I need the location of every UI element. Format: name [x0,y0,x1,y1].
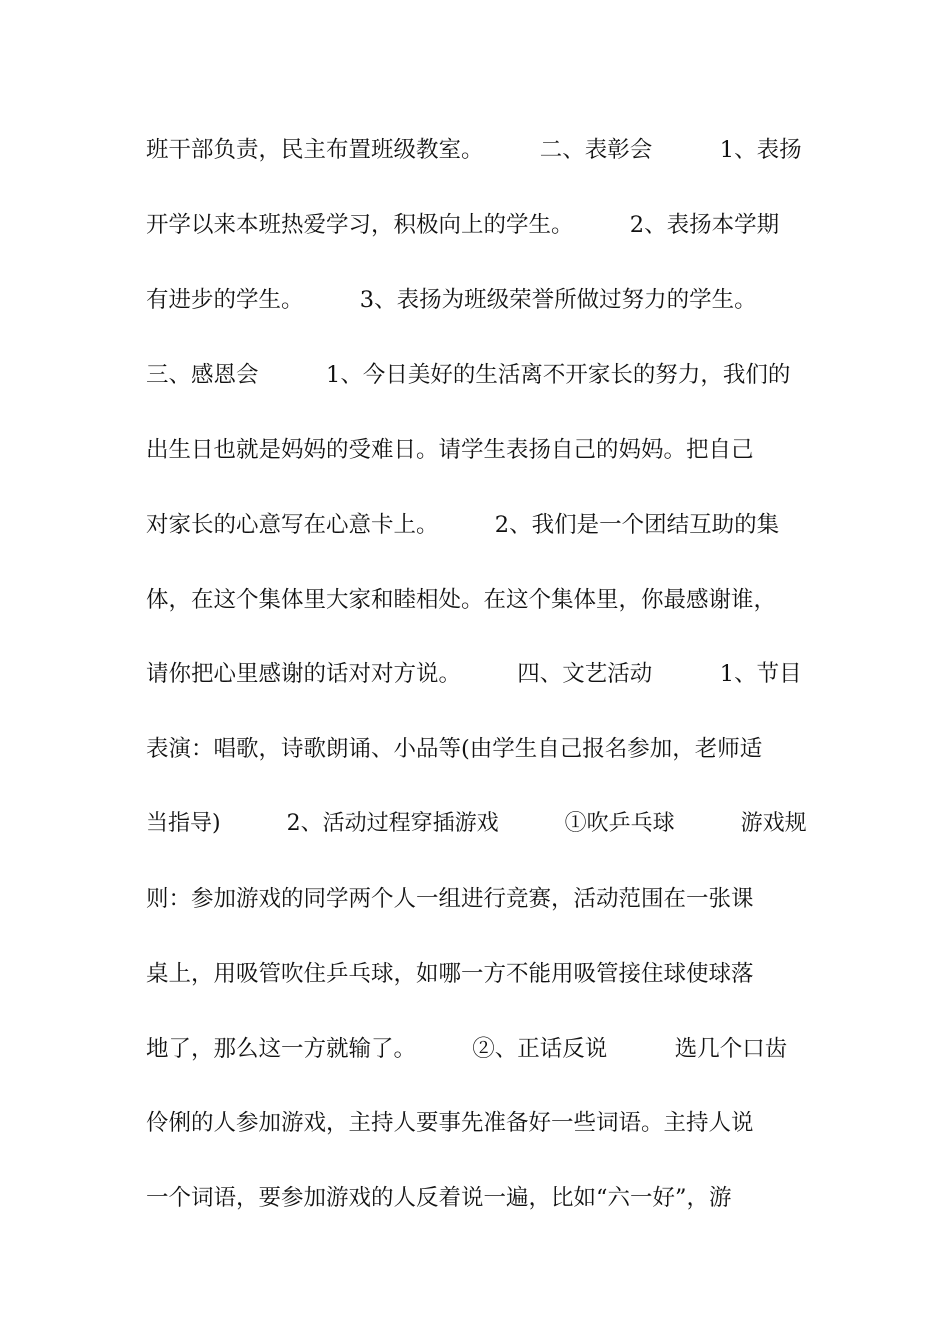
text-line-15: 一个词语，要参加游戏的人反着说一遍，比如“六一好”，游 [146,1185,732,1211]
text-line-10: 当指导) 2、活动过程穿插游戏 ①吹乒乓球 游戏规 [146,811,807,836]
text-line-13: 地了，那么这一方就输了。 ②、正话反说 选几个口齿 [146,1036,788,1062]
text-line-4: 三、感恩会 1、今日美好的生活离不开家长的努力，我们的 [146,362,791,388]
text-line-2: 开学以来本班热爱学习，积极向上的学生。 2、表扬本学期 [146,212,780,238]
text-line-1: 班干部负责，民主布置班级教室。 二、表彰会 1、表扬 [146,137,802,163]
text-line-3: 有进步的学生。 3、表扬为班级荣誉所做过努力的学生。 [146,287,757,313]
text-line-12: 桌上，用吸管吹住乒乓球，如哪一方不能用吸管接住球使球落 [146,961,754,987]
text-line-8: 请你把心里感谢的话对对方说。 四、文艺活动 1、节目 [146,661,802,687]
text-line-11: 则：参加游戏的同学两个人一组进行竞赛，活动范围在一张课 [146,886,754,912]
text-line-5: 出生日也就是妈妈的受难日。请学生表扬自己的妈妈。把自己 [146,437,754,463]
text-line-14: 伶俐的人参加游戏，主持人要事先准备好一些词语。主持人说 [146,1110,754,1136]
text-line-6: 对家长的心意写在心意卡上。 2、我们是一个团结互助的集 [146,512,780,538]
text-line-7: 体，在这个集体里大家和睦相处。在这个集体里，你最感谢谁， [146,587,777,613]
text-line-9: 表演：唱歌，诗歌朗诵、小品等(由学生自己报名参加，老师适 [146,736,763,762]
